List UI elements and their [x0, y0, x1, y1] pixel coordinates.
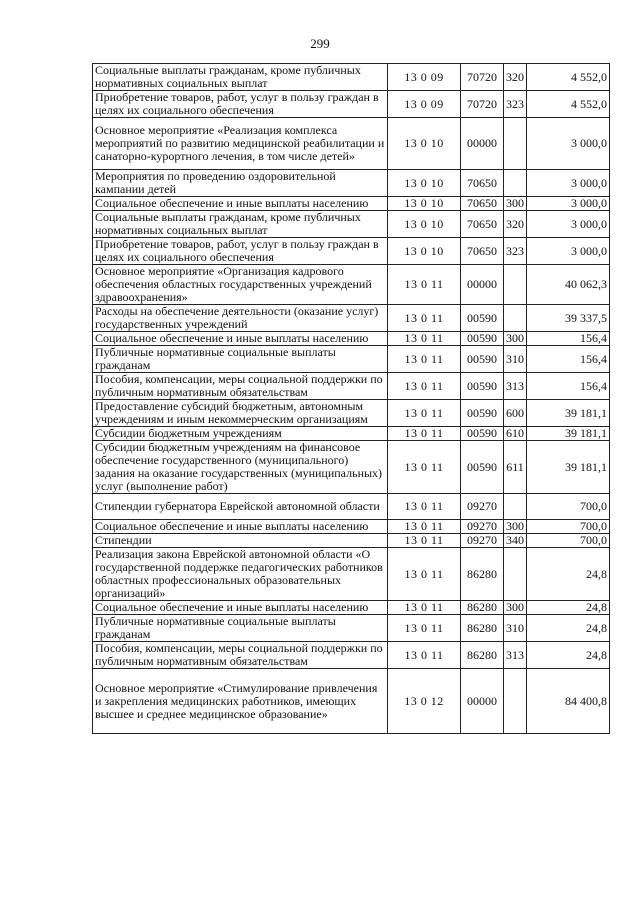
expense-name-cell: Публичные нормативные социальные выплаты гражданам — [93, 615, 388, 642]
direction-code-cell: 09270 — [461, 494, 504, 520]
table-row — [93, 346, 610, 373]
expense-name-cell: Социальное обеспечение и иные выплаты населению — [93, 601, 388, 615]
expense-type-cell: 610 — [504, 427, 527, 441]
amount-cell: 39 181,1 — [527, 427, 610, 441]
expense-name-cell: Социальные выплаты гражданам, кроме публичных нормативных социальных выплат — [93, 64, 388, 91]
amount-cell: 3 000,0 — [527, 170, 610, 197]
expense-type-cell — [504, 118, 527, 170]
amount-cell: 40 062,3 — [527, 265, 610, 305]
amount-cell: 24,8 — [527, 601, 610, 615]
amount-cell: 3 000,0 — [527, 238, 610, 265]
program-code-cell: 13 0 12 — [388, 669, 461, 734]
amount-cell: 39 181,1 — [527, 400, 610, 427]
program-code-cell: 13 0 11 — [388, 346, 461, 373]
expense-type-cell — [504, 548, 527, 601]
amount-cell: 4 552,0 — [527, 64, 610, 91]
expense-type-cell — [504, 494, 527, 520]
direction-code-cell: 70720 — [461, 91, 504, 118]
direction-code-cell: 00000 — [461, 669, 504, 734]
amount-cell: 700,0 — [527, 494, 610, 520]
expense-name-cell: Основное мероприятие «Организация кадрового обеспечения областных государственных учреждений здравоохранения» — [93, 265, 388, 305]
direction-code-cell: 86280 — [461, 642, 504, 669]
table-row — [93, 427, 610, 441]
direction-code-cell: 70650 — [461, 197, 504, 211]
direction-code-cell: 00590 — [461, 373, 504, 400]
program-code-cell: 13 0 09 — [388, 91, 461, 118]
direction-code-cell: 00590 — [461, 346, 504, 373]
expense-type-cell: 320 — [504, 211, 527, 238]
program-code-cell: 13 0 10 — [388, 170, 461, 197]
program-code-cell: 13 0 10 — [388, 118, 461, 170]
direction-code-cell: 09270 — [461, 534, 504, 548]
expense-name-cell: Приобретение товаров, работ, услуг в пользу граждан в целях их социального обеспечения — [93, 91, 388, 118]
budget-table — [92, 63, 610, 734]
direction-code-cell: 00590 — [461, 400, 504, 427]
table-row — [93, 601, 610, 615]
expense-type-cell — [504, 305, 527, 332]
program-code-cell: 13 0 10 — [388, 211, 461, 238]
program-code-cell: 13 0 09 — [388, 64, 461, 91]
expense-type-cell: 300 — [504, 601, 527, 615]
table-row — [93, 238, 610, 265]
direction-code-cell: 70650 — [461, 211, 504, 238]
expense-name-cell: Публичные нормативные социальные выплаты гражданам — [93, 346, 388, 373]
expense-type-cell: 323 — [504, 91, 527, 118]
page-number: 299 — [310, 36, 330, 51]
direction-code-cell: 09270 — [461, 520, 504, 534]
table-row — [93, 615, 610, 642]
amount-cell: 156,4 — [527, 332, 610, 346]
amount-cell: 24,8 — [527, 615, 610, 642]
table-row — [93, 534, 610, 548]
amount-cell: 24,8 — [527, 548, 610, 601]
table-row — [93, 373, 610, 400]
program-code-cell: 13 0 11 — [388, 520, 461, 534]
expense-type-cell: 300 — [504, 332, 527, 346]
amount-cell: 3 000,0 — [527, 197, 610, 211]
direction-code-cell: 00590 — [461, 427, 504, 441]
direction-code-cell: 86280 — [461, 548, 504, 601]
expense-name-cell: Основное мероприятие «Стимулирование привлечения и закрепления медицинских работников, имеющих высшее и среднее медицинское образование» — [93, 669, 388, 734]
table-row — [93, 305, 610, 332]
direction-code-cell: 70720 — [461, 64, 504, 91]
amount-cell: 3 000,0 — [527, 118, 610, 170]
table-row — [93, 548, 610, 601]
expense-name-cell: Стипендии — [93, 534, 388, 548]
expense-type-cell: 310 — [504, 346, 527, 373]
expense-type-cell: 323 — [504, 238, 527, 265]
table-row — [93, 118, 610, 170]
expense-type-cell: 600 — [504, 400, 527, 427]
table-row — [93, 494, 610, 520]
table-row — [93, 197, 610, 211]
direction-code-cell: 00590 — [461, 305, 504, 332]
expense-name-cell: Предоставление субсидий бюджетным, автономным учреждениям и иным некоммерческим организациям — [93, 400, 388, 427]
expense-name-cell: Социальное обеспечение и иные выплаты населению — [93, 520, 388, 534]
table-row — [93, 211, 610, 238]
amount-cell: 156,4 — [527, 346, 610, 373]
table-row — [93, 64, 610, 91]
direction-code-cell: 00000 — [461, 118, 504, 170]
expense-name-cell: Расходы на обеспечение деятельности (оказание услуг) государственных учреждений — [93, 305, 388, 332]
amount-cell: 39 181,1 — [527, 441, 610, 494]
expense-name-cell: Основное мероприятие «Реализация комплекса мероприятий по развитию медицинской реабилитации и санаторно-курортного лечения, в том числе детей» — [93, 118, 388, 170]
amount-cell: 84 400,8 — [527, 669, 610, 734]
program-code-cell: 13 0 11 — [388, 373, 461, 400]
direction-code-cell: 00000 — [461, 265, 504, 305]
program-code-cell: 13 0 11 — [388, 548, 461, 601]
program-code-cell: 13 0 11 — [388, 305, 461, 332]
direction-code-cell: 70650 — [461, 238, 504, 265]
expense-type-cell: 313 — [504, 373, 527, 400]
expense-name-cell: Пособия, компенсации, меры социальной поддержки по публичным нормативным обязательствам — [93, 373, 388, 400]
direction-code-cell: 70650 — [461, 170, 504, 197]
expense-name-cell: Субсидии бюджетным учреждениям на финансовое обеспечение государственного (муниципального) задания на оказание государственных (муниципальных) услуг (выполнение работ) — [93, 441, 388, 494]
expense-type-cell: 313 — [504, 642, 527, 669]
amount-cell: 156,4 — [527, 373, 610, 400]
program-code-cell: 13 0 10 — [388, 197, 461, 211]
expense-name-cell: Социальное обеспечение и иные выплаты населению — [93, 197, 388, 211]
table-row — [93, 441, 610, 494]
direction-code-cell: 00590 — [461, 332, 504, 346]
expense-name-cell: Реализация закона Еврейской автономной области «О государственной поддержке педагогических работников областных профессиональных образовательных организаций» — [93, 548, 388, 601]
expense-name-cell: Социальное обеспечение и иные выплаты населению — [93, 332, 388, 346]
program-code-cell: 13 0 10 — [388, 238, 461, 265]
program-code-cell: 13 0 11 — [388, 332, 461, 346]
expense-name-cell: Субсидии бюджетным учреждениям — [93, 427, 388, 441]
table-row — [93, 669, 610, 734]
expense-type-cell: 300 — [504, 520, 527, 534]
expense-type-cell — [504, 669, 527, 734]
program-code-cell: 13 0 11 — [388, 642, 461, 669]
expense-type-cell: 310 — [504, 615, 527, 642]
direction-code-cell: 00590 — [461, 441, 504, 494]
program-code-cell: 13 0 11 — [388, 601, 461, 615]
amount-cell: 700,0 — [527, 534, 610, 548]
expense-name-cell: Приобретение товаров, работ, услуг в пользу граждан в целях их социального обеспечения — [93, 238, 388, 265]
expense-name-cell: Пособия, компенсации, меры социальной поддержки по публичным нормативным обязательствам — [93, 642, 388, 669]
program-code-cell: 13 0 11 — [388, 534, 461, 548]
table-row — [93, 520, 610, 534]
expense-type-cell: 300 — [504, 197, 527, 211]
program-code-cell: 13 0 11 — [388, 265, 461, 305]
table-row — [93, 265, 610, 305]
table-row — [93, 91, 610, 118]
program-code-cell: 13 0 11 — [388, 441, 461, 494]
budget-table-body — [93, 64, 610, 734]
table-row — [93, 400, 610, 427]
expense-type-cell: 320 — [504, 64, 527, 91]
table-row — [93, 170, 610, 197]
expense-type-cell: 611 — [504, 441, 527, 494]
table-row — [93, 332, 610, 346]
amount-cell: 4 552,0 — [527, 91, 610, 118]
expense-type-cell — [504, 170, 527, 197]
program-code-cell: 13 0 11 — [388, 427, 461, 441]
expense-name-cell: Стипендии губернатора Еврейской автономной области — [93, 494, 388, 520]
amount-cell: 700,0 — [527, 520, 610, 534]
expense-name-cell: Социальные выплаты гражданам, кроме публичных нормативных социальных выплат — [93, 211, 388, 238]
expense-type-cell: 340 — [504, 534, 527, 548]
program-code-cell: 13 0 11 — [388, 400, 461, 427]
program-code-cell: 13 0 11 — [388, 494, 461, 520]
table-row — [93, 642, 610, 669]
amount-cell: 39 337,5 — [527, 305, 610, 332]
amount-cell: 3 000,0 — [527, 211, 610, 238]
direction-code-cell: 86280 — [461, 601, 504, 615]
program-code-cell: 13 0 11 — [388, 615, 461, 642]
expense-type-cell — [504, 265, 527, 305]
direction-code-cell: 86280 — [461, 615, 504, 642]
expense-name-cell: Мероприятия по проведению оздоровительной кампании детей — [93, 170, 388, 197]
amount-cell: 24,8 — [527, 642, 610, 669]
